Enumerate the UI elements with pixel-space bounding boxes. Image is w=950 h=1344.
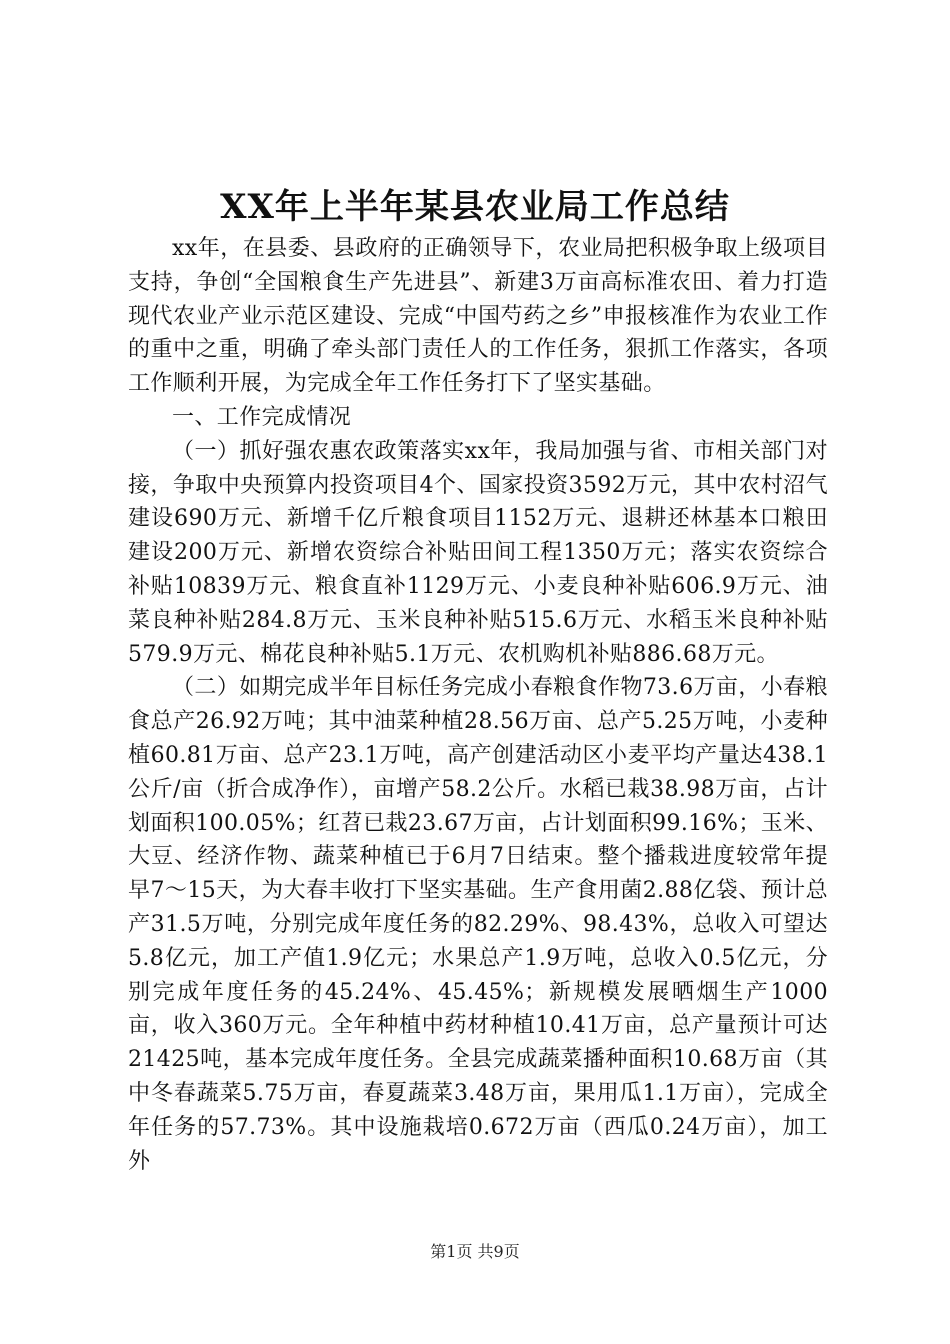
targets-paragraph: （二）如期完成半年目标任务完成小春粮食作物73.6万亩，小春粮食总产26.92万吨；其中油菜种植28.56万亩、总产5.25万吨，小麦种植60.81万亩、总产23.1万吨，高产创建活动区小麦平均产量达438.1公斤/亩（折合成净作），亩增产58.2公斤。水稻已栽38.98万亩，占计划面积100.05%；红苕已栽23.67万亩，占计划面积99.16%；玉米、大豆、经济作物、蔬菜种植已于6月7日结束。整个播栽进度较常年提早7～15天，为大春丰收打下坚实基础。生产食用菌2.88亿袋、预计总产31.5万吨，分别完成年度任务的82.29%、98.43%，总收入可望达5.8亿元，加工产值1.9亿元；水果总产1.9万吨，总收入0.5亿元，分别完成年度任务的45.24%、45.45%；新规模发展晒烟生产1000亩，收入360万元。全年种植中药材种植10.41万亩，总产量预计可达21425吨，基本完成年度任务。全县完成蔬菜播种面积10.68万亩（其中冬春蔬菜5.75万亩，春夏蔬菜3.48万亩，果用瓜1.1万亩），完成全年任务的57.73%。其中设施栽培0.672万亩（西瓜0.24万亩），加工外 bbox=[128, 675, 828, 1174]
policy-paragraph: （一）抓好强农惠农政策落实xx年，我局加强与省、市相关部门对接，争取中央预算内投资项目4个、国家投资3592万元，其中农村沼气建设690万元、新增千亿斤粮食项目1152万元、退耕还林基本口粮田建设200万元、新增农资综合补贴田间工程1350万元；落实农资综合补贴10839万元、粮食直补1129万元、小麦良种补贴606.9万元、油菜良种补贴284.8万元、玉米良种补贴515.6万元、水稻玉米良种补贴579.9万元、棉花良种补贴5.1万元、农机购机补贴886.68万元。 bbox=[128, 438, 828, 667]
section-heading: 一、工作完成情况 bbox=[172, 404, 352, 430]
document-body bbox=[128, 232, 828, 1178]
document-title: XX年上半年某县农业局工作总结 bbox=[220, 187, 730, 227]
intro-paragraph: xx年，在县委、县政府的正确领导下，农业局把积极争取上级项目支持，争创“全国粮食生产先进县”、新建3万亩高标准农田、着力打造现代农业产业示范区建设、完成“中国芍药之乡”申报核准作为农业工作的重中之重，明确了牵头部门责任人的工作任务，狠抓工作落实，各项工作顺利开展，为完成全年工作任务打下了坚实基础。 bbox=[128, 236, 828, 397]
page-number: 第1页 共9页 bbox=[430, 1242, 520, 1261]
